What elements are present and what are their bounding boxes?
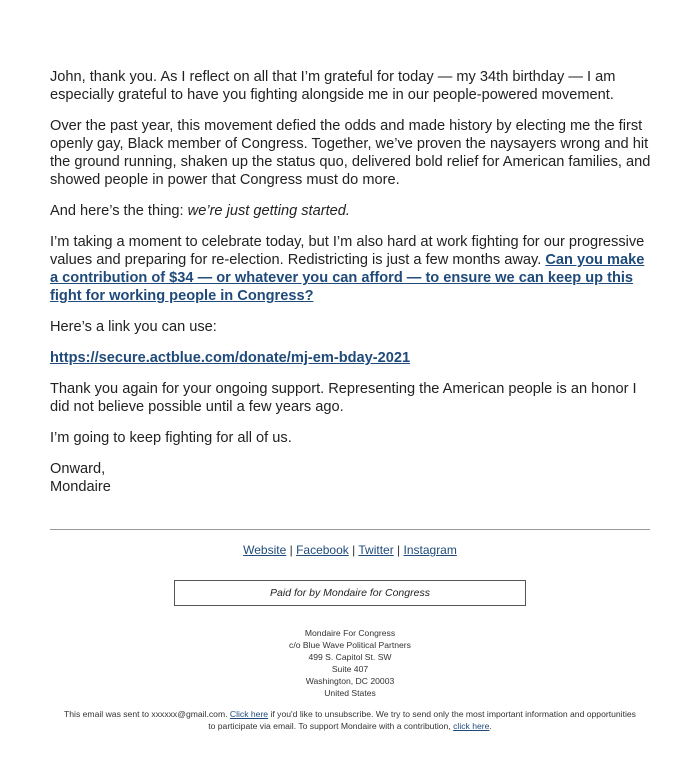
address-line-1: Mondaire For Congress bbox=[304, 628, 396, 638]
contribution-link[interactable]: Can you make a contribution of $34 — or whatever you can afford — to ensure we can keep up this fight for working people in Congress? bbox=[50, 252, 645, 304]
website-link[interactable]: Website bbox=[243, 543, 287, 557]
address-line-6: United States bbox=[324, 687, 376, 698]
address-line-3: 499 S. Capitol St. SW bbox=[308, 651, 392, 662]
paragraph-thing-text: And here’s the thing: bbox=[50, 203, 188, 219]
paragraph-thing bbox=[50, 202, 652, 220]
paragraph-thing-italic: we’re just getting started. bbox=[187, 203, 350, 219]
disclaimer-text-1: This email was sent to xxxxxx@gmail.com. bbox=[64, 709, 230, 719]
signoff bbox=[50, 460, 652, 496]
social-separator: | bbox=[393, 543, 404, 557]
disclaimer-text-3: . bbox=[489, 720, 492, 731]
closing: Onward, bbox=[50, 461, 106, 477]
facebook-link[interactable]: Facebook bbox=[296, 543, 349, 557]
paragraph-history: Over the past year, this movement defied the odds and made history by electing me the first openly gay, Black member of Congress. Together, we’ve proven the naysayers wrong and hit the ground running, shaken up the status quo, delivered bold relief for American families, and showed people in power that Congress must do more. bbox=[50, 118, 651, 188]
paid-for-disclaimer: Paid for by Mondaire for Congress bbox=[174, 580, 526, 606]
social-separator: | bbox=[348, 543, 359, 557]
twitter-link[interactable]: Twitter bbox=[358, 543, 394, 557]
disclaimer-text-2: if you'd like to unsubscribe. We try to send only the most important information and opportunities to participate via email. To support Mondaire with a contribution, bbox=[208, 709, 636, 731]
social-links bbox=[0, 543, 700, 557]
paragraph-keep-fighting: I’m going to keep fighting for all of us. bbox=[50, 430, 292, 446]
contribute-link[interactable]: click here bbox=[453, 720, 490, 731]
mailing-address bbox=[0, 628, 700, 699]
paragraph-donate-link bbox=[50, 349, 652, 367]
paragraph-ask-text: I’m taking a moment to celebrate today, but I’m also hard at work fighting for our progressive values and preparing for re-election. Redistricting is just a few months away. bbox=[50, 234, 645, 268]
paragraph-thanks: Thank you again for your ongoing support. Representing the American people is an honor I did not believe possible until a few years ago. bbox=[50, 381, 637, 415]
social-separator: | bbox=[286, 543, 297, 557]
email-disclaimer bbox=[60, 709, 640, 733]
unsubscribe-link[interactable]: Click here bbox=[229, 709, 269, 719]
address-line-5: Washington, DC 20003 bbox=[305, 675, 395, 686]
instagram-link[interactable]: Instagram bbox=[403, 543, 457, 557]
address-line-4: Suite 407 bbox=[331, 663, 369, 674]
paragraph-ask bbox=[50, 233, 652, 305]
donate-url-link[interactable]: https://secure.actblue.com/donate/mj-em-bday-2021 bbox=[50, 350, 411, 366]
address-line-2: c/o Blue Wave Political Partners bbox=[289, 639, 411, 650]
footer-divider bbox=[50, 529, 650, 530]
signature: Mondaire bbox=[50, 479, 111, 495]
email-body bbox=[50, 68, 652, 509]
paragraph-link-intro: Here’s a link you can use: bbox=[50, 319, 217, 335]
paragraph-greeting: John, thank you. As I reflect on all that I’m grateful for today — my 34th birthday — I am especially grateful to have you fighting alongside me in our people-powered movement. bbox=[50, 69, 616, 103]
